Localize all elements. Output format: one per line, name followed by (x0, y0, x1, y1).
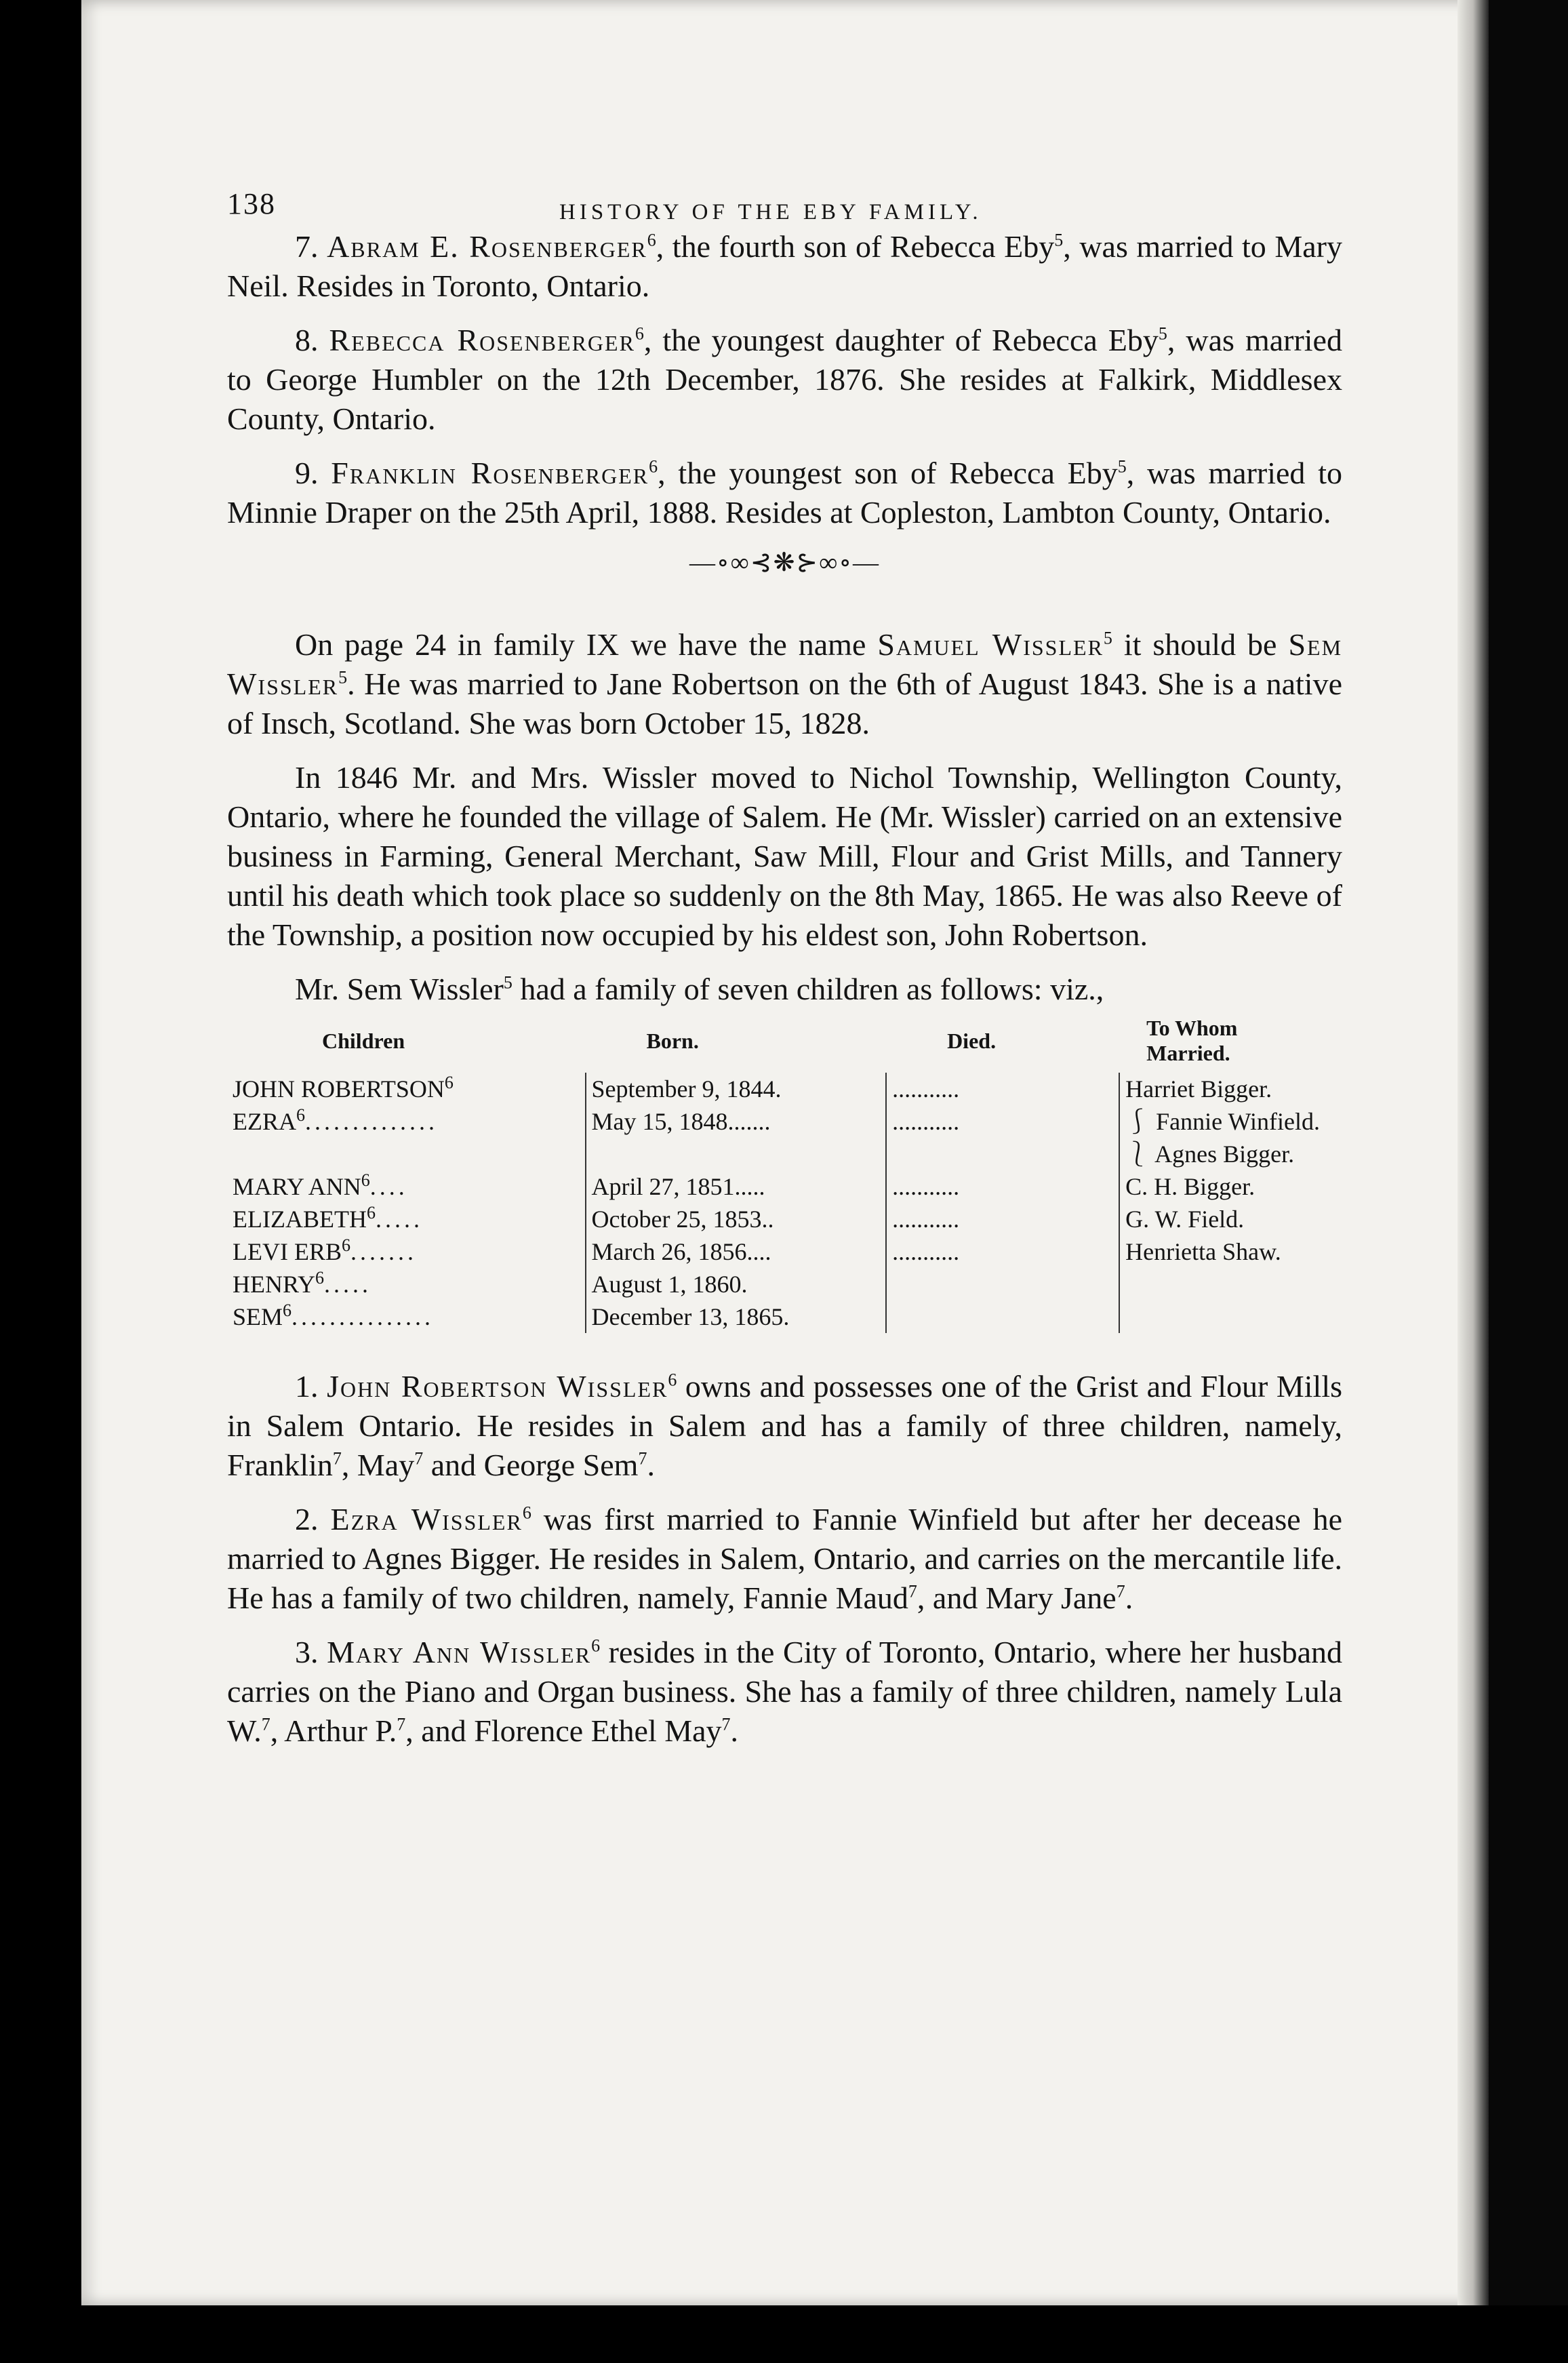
table-row: ⎱ Agnes Bigger. (227, 1138, 1325, 1170)
child-3-paragraph: 3. Mary Ann Wissler$^6$ resides in the City of Toronto, Ontario, where her husband carries on the Piano and Organ business. She has a family of three children, namely Lula W.$^7$, Arthur P.$^7$, and Florence Ethel May$^7$. (227, 1635, 1343, 1748)
family-intro: Mr. Sem Wissler$^5$ had a family of seven children as follows: viz., (295, 972, 1104, 1006)
table-row: HENRY$^6$..... August 1, 1860. (227, 1268, 1325, 1300)
table-row: SEM$^6$............... December 13, 1865. (227, 1300, 1325, 1333)
scan-border-left (0, 0, 81, 2363)
ornamental-separator: —∘∞⊰❋⊱∞∘— (689, 549, 880, 577)
table-row: EZRA$^6$.............. May 15, 1848....... ........... ⎰ Fannie Winfield. (227, 1105, 1325, 1138)
person-name: Franklin Rosenberger (331, 456, 649, 490)
scan-border-bottom (0, 2305, 1568, 2363)
paragraph-1846: In 1846 Mr. and Mrs. Wissler moved to Nichol Township, Wellington County, Ontario, where he founded the village of Salem. He (Mr. Wissler) carried on an extensive business in Farming, General Merchant, Saw Mill, Flour and Grist Mills, and Tannery until his death which took place so suddenly on the 8th May, 1865. He was also Reeve of the Township, a position now occupied by his eldest son, John Robertson. (227, 760, 1342, 952)
paragraph-9: 9. Franklin Rosenberger$^6$, the youngest son of Rebecca Eby$^5$, was married to Minnie Draper on the 25th April, 1888. Resides at Copleston, Lambton County, Ontario. (227, 456, 1343, 530)
table-row: MARY ANN$^6$.... April 27, 1851..... ........... C. H. Bigger. (227, 1170, 1325, 1203)
running-title: HISTORY OF THE EBY FAMILY. (559, 200, 982, 224)
child-1-paragraph: 1. John Robertson Wissler$^6$ owns and possesses one of the Grist and Flour Mills in Salem Ontario. He resides in Salem and has a family of three children, namely, Franklin$^7$, May$^7$ and George Sem$^7$. (227, 1369, 1343, 1482)
column-header: To Whom Married. (1146, 1016, 1238, 1065)
children-table (227, 1016, 1325, 1333)
table-header-row (227, 1016, 1325, 1073)
page-fold-shadow (1458, 0, 1489, 2363)
column-header: Children (322, 1028, 405, 1053)
child-2-paragraph: 2. Ezra Wissler$^6$ was first married to Fannie Winfield but after her decease he married to Agnes Bigger. He resides in Salem, Ontario, and carries on the mercantile life. He has a family of two children, namely, Fannie Maud$^7$, and Mary Jane$^7$. (227, 1502, 1343, 1615)
table-row: JOHN ROBERTSON$^6$ September 9, 1844. ........... Harriet Bigger. (227, 1073, 1325, 1105)
page-content (227, 173, 1342, 1766)
paragraph-8: 8. Rebecca Rosenberger$^6$, the youngest daughter of Rebecca Eby$^5$, was married to George Humbler on the 12th December, 1876. She resides at Falkirk, Middlesex County, Ontario. (227, 323, 1342, 436)
person-name: Abram E. Rosenberger (327, 229, 647, 264)
person-name: Rebecca Rosenberger (329, 323, 635, 357)
paragraph-7: 7. Abram E. Rosenberger$^6$, the fourth son of Rebecca Eby$^5$, was married to Mary Neil. Resides in Toronto, Ontario. (227, 229, 1342, 303)
page-number: 138 (227, 187, 276, 220)
page-header (227, 173, 1342, 227)
column-header: Died. (947, 1028, 997, 1053)
table-row: LEVI ERB$^6$....... March 26, 1856.... ........... Henrietta Shaw. (227, 1235, 1325, 1268)
scan-border-right (1489, 0, 1568, 2363)
table-row: ELIZABETH$^6$..... October 25, 1853.. ........... G. W. Field. (227, 1203, 1325, 1235)
column-header: Born. (646, 1028, 699, 1053)
correction-paragraph: On page 24 in family IX we have the name Samuel Wissler$^5$ it should be Sem Wissler$^5$. He was married to Jane Robertson on the 6th of August 1843. She is a native of Insch, Scotland. She was born October 15, 1828. (227, 627, 1343, 740)
